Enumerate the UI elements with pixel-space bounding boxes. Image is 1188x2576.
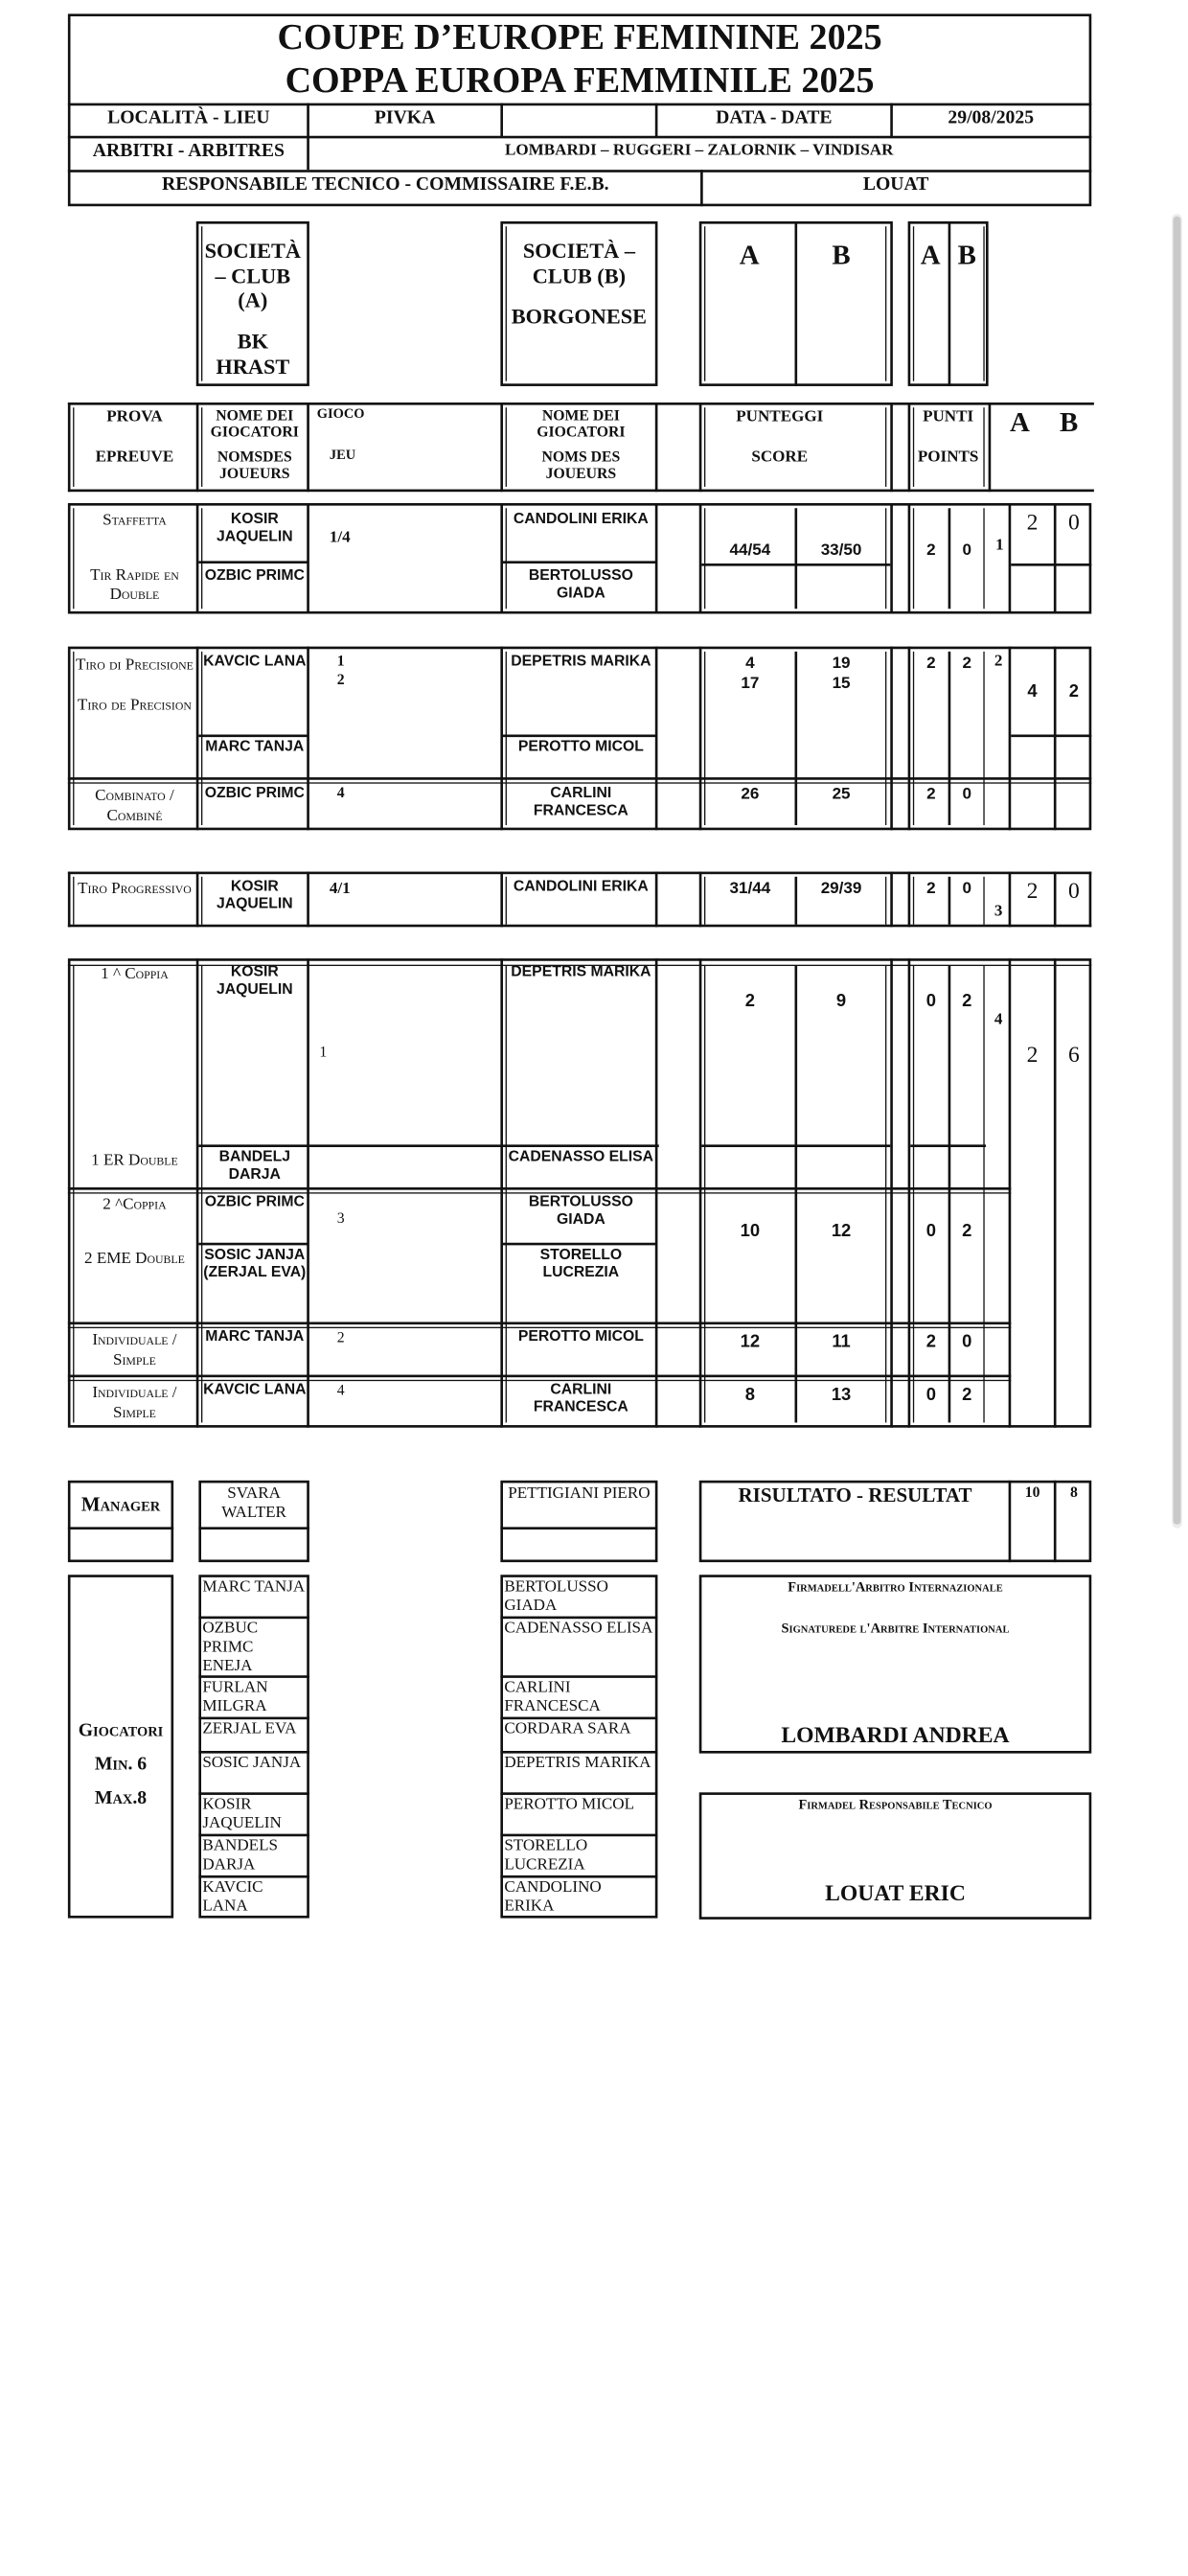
club-a-name: BK HRAST <box>216 329 290 379</box>
divider <box>890 647 893 831</box>
referees-label: ARBITRI - ARBITRES <box>92 141 285 161</box>
coppia2-score-b: 12 <box>831 1220 852 1241</box>
col-prova: PROVA <box>106 405 163 426</box>
coppia2-label-fr: 2 EME Double <box>84 1248 185 1267</box>
col-gioco: GIOCO <box>316 405 365 422</box>
staffetta-player-b1: CANDOLINI ERIKA <box>513 509 649 527</box>
tech-name: LOUAT ERIC <box>825 1880 966 1906</box>
coppia2-label-it: 2 ^Coppia <box>103 1193 167 1213</box>
result-a: 10 <box>1024 1483 1040 1501</box>
referee-sign-it: Firmadell'Arbitro Internazionale <box>788 1579 1003 1596</box>
divider <box>913 966 914 1422</box>
precisione-player-a2: MARC TANJA <box>205 737 305 755</box>
individuale1-label: Individuale / Simple <box>92 1329 177 1368</box>
divider <box>1054 647 1057 831</box>
divider <box>198 561 308 564</box>
combinato-player-a: OZBIC PRIMC <box>204 783 305 802</box>
precisione-score-a1: 4 <box>745 653 755 672</box>
staffetta-player-a2: OZBIC PRIMC <box>204 565 305 584</box>
combinato-score-b: 25 <box>832 783 851 803</box>
progressivo-total-a: 2 <box>1026 878 1039 904</box>
divider <box>890 872 893 928</box>
precisione-score-b1: 19 <box>832 653 851 672</box>
progressivo-points-b: 0 <box>962 878 972 897</box>
coppia2-player-b1: BERTOLUSSO GIADA <box>528 1192 633 1228</box>
roster-b-player: CADENASSO ELISA <box>504 1617 653 1637</box>
divider <box>307 647 309 831</box>
divider <box>500 872 503 928</box>
progressivo-points-a: 2 <box>926 878 936 897</box>
coppia2-player-a1: OZBIC PRIMC <box>204 1192 305 1210</box>
combinato-points-a: 2 <box>926 783 936 803</box>
col-players-fr-b: NOMS DES JOUEURS <box>541 448 621 482</box>
individuale1-points-b: 0 <box>962 1330 972 1351</box>
divider <box>885 407 886 487</box>
manager-label: Manager <box>80 1494 161 1516</box>
manager-label-box <box>68 1481 173 1562</box>
divider <box>68 1375 1011 1378</box>
coppia1-label-it: 1 ^ Coppia <box>101 963 169 983</box>
location-value: PIVKA <box>374 107 436 128</box>
combinato-player-b: CARLINI FRANCESCA <box>533 783 628 819</box>
divider <box>699 402 702 492</box>
divider <box>500 647 503 831</box>
roster-b-player: PEROTTO MICOL <box>504 1793 635 1813</box>
divider <box>68 170 1091 172</box>
divider <box>500 104 503 137</box>
divider <box>196 647 199 831</box>
divider <box>1009 647 1012 831</box>
progressivo-player-a: KOSIR JAQUELIN <box>216 876 293 912</box>
individuale1-points-a: 2 <box>925 1330 937 1351</box>
staffetta-label-fr: Tir Rapide en Double <box>90 564 179 603</box>
group4-total-b: 6 <box>1067 1041 1080 1067</box>
divider <box>68 104 1091 106</box>
divider <box>68 136 1091 139</box>
coppia2-player-b2: STORELLO LUCREZIA <box>539 1245 623 1280</box>
coppia1-player-a2: BANDELJ DARJA <box>218 1147 290 1183</box>
individuale2-game: 4 <box>336 1381 345 1399</box>
col-total-b: B <box>1059 405 1079 438</box>
precisione-player-b1: DEPETRIS MARIKA <box>511 651 651 670</box>
precisione-score-b2: 15 <box>832 673 851 692</box>
precisione-game-1: 1 <box>336 651 345 670</box>
divider <box>655 872 658 928</box>
roster-a-player: KAVCIC LANA <box>202 1876 263 1915</box>
divider <box>885 652 886 825</box>
result-label: RISULTATO - RESULTAT <box>738 1485 972 1507</box>
divider <box>1011 564 1091 566</box>
roster-a-player: SOSIC JANJA <box>202 1752 302 1771</box>
divider <box>307 402 309 492</box>
points-head-b: B <box>957 239 976 271</box>
staffetta-score-a: 44/54 <box>729 540 771 559</box>
precisione-game-2: 2 <box>336 670 345 688</box>
divider <box>983 966 984 1422</box>
commissioner-value: LOUAT <box>862 174 929 196</box>
roster-a-player: MARC TANJA <box>202 1576 306 1596</box>
divider <box>655 503 658 614</box>
divider <box>500 402 503 492</box>
individuale2-score-b: 13 <box>831 1383 852 1404</box>
divider <box>68 777 1091 780</box>
individuale1-player-a: MARC TANJA <box>205 1326 305 1346</box>
precisione-score-a2: 17 <box>741 673 760 692</box>
divider <box>983 508 984 609</box>
staffetta-player-a1: KOSIR JAQUELIN <box>216 509 293 545</box>
precisione-total-a: 4 <box>1027 680 1038 702</box>
col-total-a: A <box>1009 405 1030 438</box>
date-label: DATA - DATE <box>716 107 833 128</box>
divider <box>890 402 893 492</box>
referee-sign-fr: Signaturede l'Arbitre International <box>781 1621 1010 1637</box>
divider <box>989 402 992 492</box>
staffetta-total-b: 0 <box>1067 509 1080 535</box>
individuale2-score-a: 8 <box>744 1383 756 1404</box>
divider <box>983 407 984 487</box>
group4-total-a: 2 <box>1026 1041 1039 1067</box>
col-points: POINTS <box>917 446 979 466</box>
coppia1-score-b: 9 <box>835 989 847 1010</box>
individuale1-player-b: PEROTTO MICOL <box>517 1326 644 1346</box>
individuale1-score-b: 11 <box>832 1330 851 1351</box>
staffetta-player-b2: BERTOLUSSO GIADA <box>528 565 633 602</box>
staffetta-points-a: 2 <box>926 540 936 559</box>
staffetta-label-it: Staffetta <box>103 509 167 529</box>
precisione-total-b: 2 <box>1068 680 1079 702</box>
divider <box>983 877 984 925</box>
divider <box>983 652 984 825</box>
individuale1-score-a: 12 <box>740 1330 761 1351</box>
club-b-name: BORGONESE <box>511 304 648 329</box>
col-players-fr-a: NOMSDES JOUEURS <box>217 448 292 482</box>
individuale2-points-b: 2 <box>962 1383 972 1404</box>
staffetta-index: 1 <box>995 534 1004 554</box>
coppia2-score-a: 10 <box>740 1220 761 1241</box>
divider <box>948 966 951 1422</box>
players-label: Giocatori <box>78 1720 164 1741</box>
score-head-a: A <box>739 239 760 271</box>
divider <box>196 872 199 928</box>
roster-b-player: CORDARA SARA <box>504 1717 631 1737</box>
title-it: COPPA EUROPA FEMMINILE 2025 <box>285 60 875 101</box>
progressivo-player-b: CANDOLINI ERIKA <box>513 876 649 895</box>
divider <box>307 503 309 614</box>
coppia1-score-a: 2 <box>744 989 756 1010</box>
coppia2-points-b: 2 <box>962 1220 972 1241</box>
progressivo-score-b: 29/39 <box>820 878 862 897</box>
coppia1-player-b2: CADENASSO ELISA <box>508 1147 654 1165</box>
col-punti: PUNTI <box>923 405 974 426</box>
referee-name: LOMBARDI ANDREA <box>781 1721 1010 1748</box>
precisione-label-it: Tiro di Precisione <box>75 654 194 674</box>
precisione-label-fr: Tiro de Precision <box>77 694 192 714</box>
progressivo-game: 4/1 <box>329 878 351 897</box>
roster-a-player: BANDELS DARJA <box>202 1834 279 1874</box>
divider <box>307 872 309 928</box>
individuale2-label: Individuale / Simple <box>92 1382 177 1421</box>
precisione-player-b2: PEROTTO MICOL <box>517 737 644 755</box>
divider <box>704 966 705 1422</box>
coppia1-game: 1 <box>319 1043 328 1061</box>
roster-a-player: OZBUC PRIMC ENEJA <box>202 1617 259 1674</box>
precisione-points-a: 2 <box>926 653 936 672</box>
roster-b-player: CANDOLINO ERIKA <box>504 1876 602 1915</box>
divider <box>503 561 656 564</box>
divider <box>701 564 890 566</box>
coppia1-player-b1: DEPETRIS MARIKA <box>511 962 651 980</box>
combinato-points-b: 0 <box>962 783 972 803</box>
combinato-label: Combinato / Combiné <box>95 785 174 824</box>
staffetta-total-a: 2 <box>1026 509 1039 535</box>
commissioner-label: RESPONSABILE TECNICO - COMMISSAIRE F.E.B. <box>161 174 609 196</box>
divider <box>196 503 199 614</box>
players-label-box <box>68 1575 173 1918</box>
divider <box>655 402 658 492</box>
club-b-label: SOCIETÀ – CLUB (B) <box>522 239 635 288</box>
divider <box>983 226 984 380</box>
divider <box>885 508 886 609</box>
divider <box>699 503 702 614</box>
col-punteggi: PUNTEGGI <box>736 405 824 426</box>
precisione-index: 2 <box>994 650 1003 670</box>
divider <box>500 503 503 614</box>
roster-b-player: BERTOLUSSO GIADA <box>504 1576 608 1614</box>
divider <box>196 402 199 492</box>
divider <box>68 1322 1011 1324</box>
club-a-label: SOCIETÀ – CLUB (A) <box>204 239 302 312</box>
divider <box>68 925 1091 928</box>
combinato-score-a: 26 <box>741 783 760 803</box>
progressivo-score-a: 31/44 <box>729 878 771 897</box>
divider <box>68 1527 173 1530</box>
roster-b-player: STORELLO LUCREZIA <box>504 1834 588 1874</box>
precisione-player-a1: KAVCIC LANA <box>203 651 307 670</box>
divider <box>908 503 911 614</box>
players-min: Min. 6 <box>94 1754 148 1775</box>
divider <box>655 647 658 831</box>
divider <box>908 647 911 831</box>
divider <box>885 877 886 925</box>
coppia1-points-a: 0 <box>925 989 937 1010</box>
individuale2-player-a: KAVCIC LANA <box>203 1379 307 1398</box>
divider <box>885 966 886 1422</box>
divider <box>68 1187 1011 1190</box>
scrollbar-thumb[interactable] <box>1174 217 1181 1525</box>
divider <box>908 402 911 492</box>
divider <box>908 872 911 928</box>
col-score: SCORE <box>751 446 809 466</box>
staffetta-score-b: 33/50 <box>820 540 862 559</box>
progressivo-index: 3 <box>994 900 1003 920</box>
col-jeu: JEU <box>329 448 356 463</box>
roster-a-player: FURLAN MILGRA <box>202 1676 268 1714</box>
coppia1-label-fr: 1 ER Double <box>91 1149 178 1169</box>
divider <box>699 872 702 928</box>
progressivo-label: Tiro Progressivo <box>78 878 192 897</box>
score-head-b: B <box>832 239 851 271</box>
roster-a-player: KOSIR JAQUELIN <box>202 1793 282 1831</box>
staffetta-points-b: 0 <box>962 540 972 559</box>
tech-sign: Firmadel Responsabile Tecnico <box>798 1797 993 1813</box>
location-label: LOCALITÀ - LIEU <box>107 107 270 128</box>
individuale2-points-a: 0 <box>925 1383 937 1404</box>
divider <box>1011 735 1091 738</box>
roster-a-player: ZERJAL EVA <box>202 1717 297 1737</box>
result-b: 8 <box>1069 1483 1078 1501</box>
coppia2-player-a2: SOSIC JANJA (ZERJAL EVA) <box>203 1245 307 1280</box>
divider <box>500 1527 657 1530</box>
roster-b-player: DEPETRIS MARIKA <box>504 1752 651 1771</box>
roster-b-player: CARLINI FRANCESCA <box>504 1676 601 1714</box>
progressivo-total-b: 0 <box>1067 878 1080 904</box>
divider <box>885 226 886 380</box>
precisione-points-b: 2 <box>962 653 972 672</box>
coppia1-player-a1: KOSIR JAQUELIN <box>216 962 293 998</box>
col-players-it-b: NOME DEI GIOCATORI <box>537 405 626 441</box>
divider <box>701 1144 890 1147</box>
points-head-a: A <box>920 239 941 271</box>
staffetta-game: 1/4 <box>329 526 351 546</box>
players-max: Max.8 <box>94 1788 148 1809</box>
individuale1-game: 2 <box>336 1328 345 1346</box>
manager-b: PETTIGIANI PIERO <box>508 1483 651 1503</box>
referees-value: LOMBARDI – RUGGERI – ZALORNIK – VINDISAR <box>505 139 894 159</box>
group4-index: 4 <box>994 1008 1003 1028</box>
divider <box>198 1527 309 1530</box>
divider <box>890 503 893 614</box>
col-players-it-a: NOME DEI GIOCATORI <box>210 405 299 441</box>
combinato-game: 4 <box>336 783 345 802</box>
manager-a: SVARA WALTER <box>221 1483 286 1521</box>
col-epreuve: EPREUVE <box>95 446 174 466</box>
divider <box>910 1144 986 1147</box>
divider <box>795 966 798 1422</box>
coppia1-points-b: 2 <box>962 989 972 1010</box>
title-fr: COUPE D’EUROPE FEMININE 2025 <box>277 17 882 58</box>
individuale2-player-b: CARLINI FRANCESCA <box>533 1379 628 1415</box>
coppia2-game: 3 <box>336 1208 345 1227</box>
date-value: 29/08/2025 <box>948 107 1035 128</box>
divider <box>699 647 702 831</box>
coppia2-points-a: 0 <box>925 1220 937 1241</box>
divider <box>1054 958 1057 1428</box>
